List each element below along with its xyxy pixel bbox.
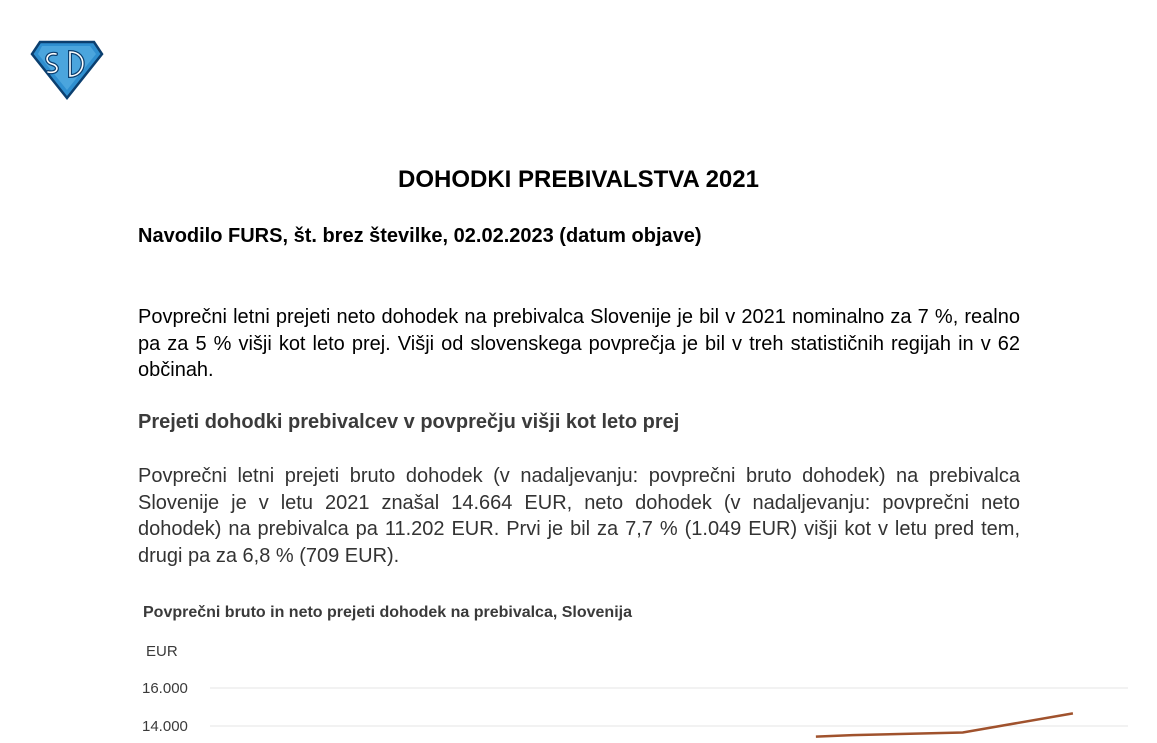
section-heading: Prejeti dohodki prebivalcev v povprečju višji kot leto prej — [138, 411, 680, 433]
income-line-chart — [138, 600, 1133, 743]
chart-title: Povprečni bruto in neto prejeti dohodek na prebivalca, Slovenija — [143, 604, 632, 621]
y-tick-label: 16.000 — [142, 680, 188, 697]
shield-logo-icon — [30, 40, 104, 100]
document-title: DOHODKI PREBIVALSTVA 2021 — [398, 166, 759, 193]
intro-paragraph: Povprečni letni prejeti neto dohodek na prebivalca Slovenije je bil v 2021 nominalno za 7 %, realno pa za 5 % višji kot leto prej. Višji od slovenskega povprečja je bil v treh statističnih regijah in v 62 občinah. — [138, 306, 1020, 381]
body-paragraph: Povprečni letni prejeti bruto dohodek (v nadaljevanju: povprečni bruto dohodek) na prebivalca Slovenije je v letu 2021 znašal 14.664 EUR, neto dohodek (v nadaljevanju: povprečni neto dohodek) na prebivalca pa 11.202 EUR. Prvi je bil za 7,7 % (1.049 EUR) višji kot v letu pred tem, drugi pa za 6,8 % (709 EUR). — [138, 465, 1020, 567]
y-tick-label: 14.000 — [142, 718, 188, 735]
series-line — [816, 713, 1073, 736]
document-subtitle: Navodilo FURS, št. brez številke, 02.02.2023 (datum objave) — [138, 225, 702, 247]
chart-y-unit: EUR — [146, 643, 178, 660]
sd-shield-logo — [30, 40, 104, 100]
chart-plot — [138, 600, 1133, 743]
